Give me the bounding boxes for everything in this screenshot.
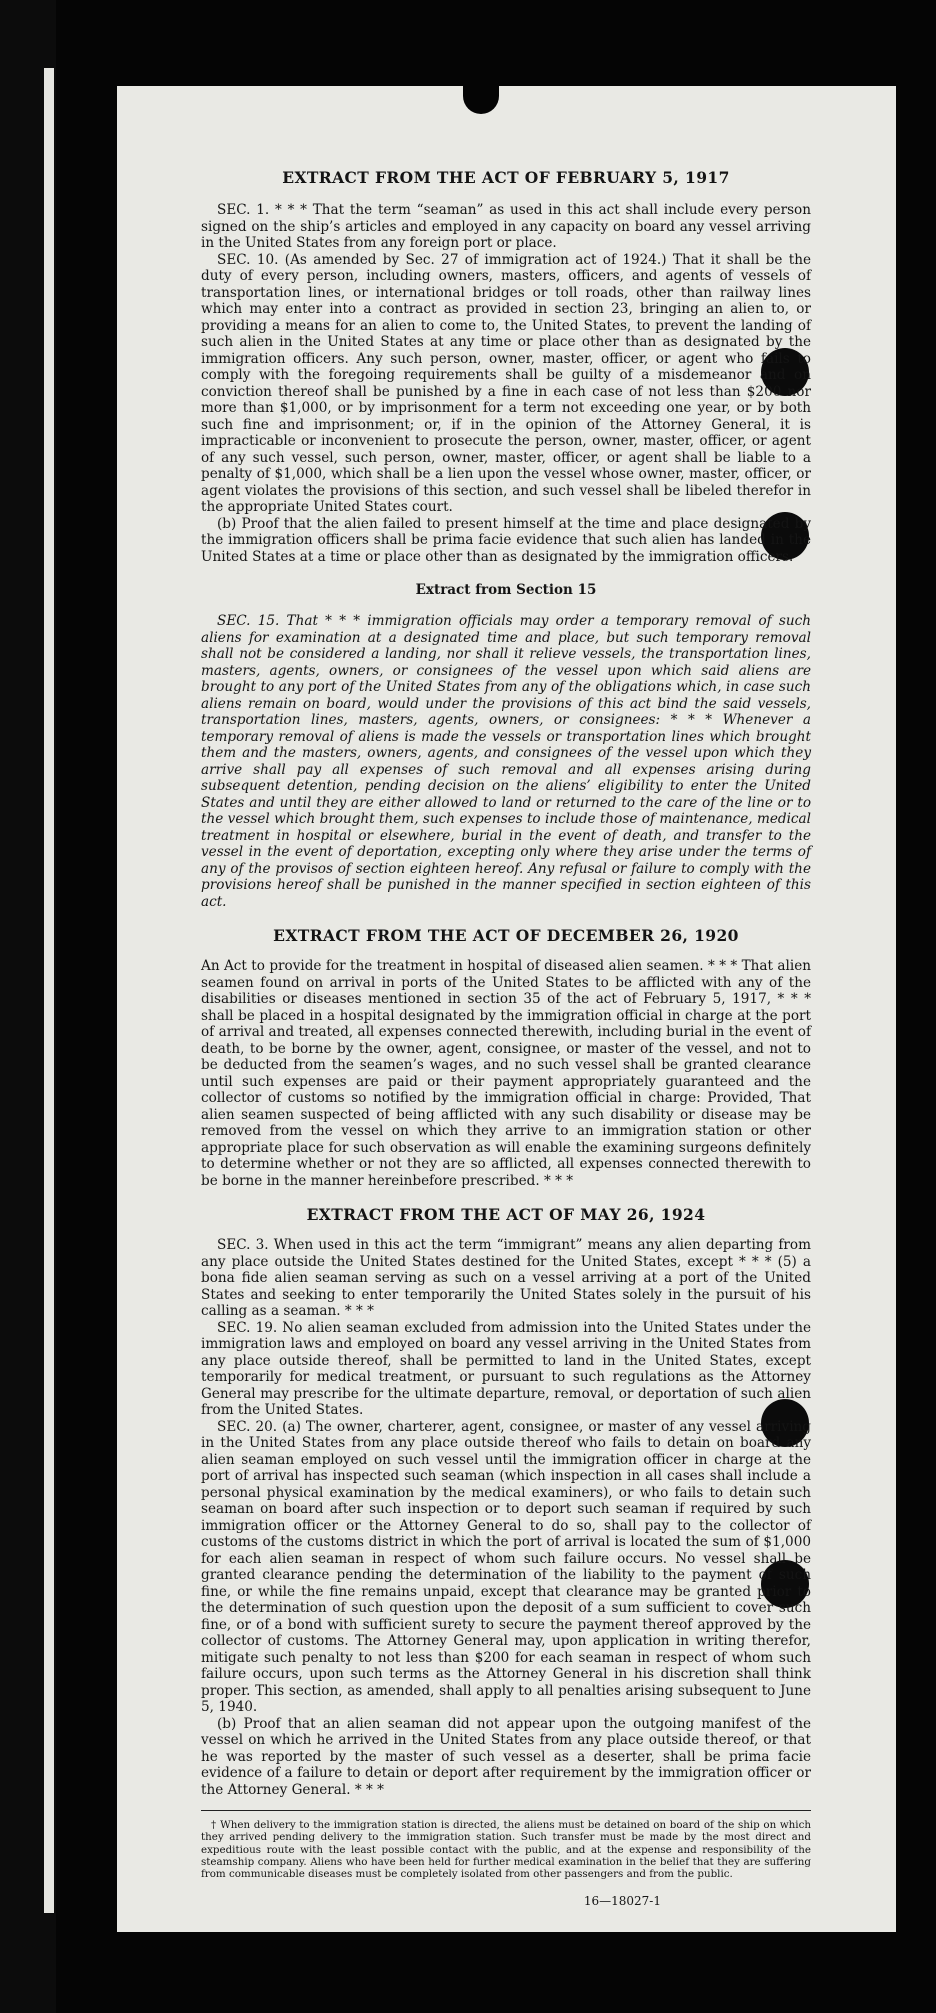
footnote-rule bbox=[201, 1810, 811, 1811]
paragraph: (b) Proof that the alien failed to present himself at the time and place designated by the immigration officers shall be prima facie evidence that such alien has landed in the United States at a time or place other than as designated by the immigration officers. bbox=[201, 515, 811, 565]
document-page bbox=[117, 86, 896, 1932]
footnote: † When delivery to the immigration station is directed, the aliens must be detained on board of the ship on which they arrived pending delivery to the immigration station. Such transfer must be made by the most direct and expeditious route with the least possible contact with the public, and at the expense and responsibility of the steamship company. Aliens who have been held for further medical examination in the belief that they are suffering from communicable diseases must be completely isolated from other passengers and from the public. bbox=[201, 1819, 811, 1881]
section-heading: EXTRACT FROM THE ACT OF DECEMBER 26, 1920 bbox=[273, 926, 739, 945]
paragraph: SEC. 1. * * * That the term “seaman” as used in this act shall include every person signed on the ship’s articles and employed in any capacity on board any vessel arriving in the United States from any foreign port or place. bbox=[201, 202, 811, 251]
section-heading: EXTRACT FROM THE ACT OF MAY 26, 1924 bbox=[306, 1205, 706, 1224]
document-body bbox=[201, 168, 811, 1908]
document-code: 16—18027-1 bbox=[583, 1894, 661, 1909]
adjacent-page-edge bbox=[44, 68, 54, 1913]
paragraph: SEC. 10. (As amended by Sec. 27 of immigration act of 1924.) That it shall be the duty of every person, including owners, masters, officers, and agents of vessels of transportation lines, or international bridges or toll roads, other than railway lines which may enter into a contract as provided in section 23, bringing an alien to, or providing a means for an alien to come to, the United States, to prevent the landing of such alien in the United States at any time or place other than as designated by the immigration officers. Any such person, owner, master, officer, or agent who fails to comply with the foregoing requirements shall be guilty of a misdemeanor and on conviction thereof shall be punished by a fine in each case of not less than $200 nor more than $1,000, or by imprisonment for a term not exceeding one year, or by both such fine and imprisonment; or, if in the opinion of the Attorney General, it is impracticable or inconvenient to prosecute the person, owner, master, officer, or agent of any such vessel, such person, owner, master, officer, or agent shall be liable to a penalty of $1,000, which shall be a lien upon the vessel whose owner, master, officer, or agent violates the provisions of this section, and such vessel shall be libeled therefor in the appropriate United States court. bbox=[201, 251, 811, 515]
section-subheading: Extract from Section 15 bbox=[415, 582, 597, 598]
paragraph: SEC. 3. When used in this act the term “immigrant” means any alien departing from any place outside the United States destined for the United States, except * * * (5) a bona fide alien seaman serving as such on a vessel arriving at a port of the United States and seeking to enter temporarily the United States solely in the pursuit of his calling as a seaman. * * * bbox=[201, 1237, 811, 1319]
paragraph: (b) Proof that an alien seaman did not appear upon the outgoing manifest of the vessel on which he arrived in the United States from any place outside thereof, or that he was reported by the master of such vessel as a deserter, shall be prima facie evidence of a failure to detain or deport after requirement by the immigration officer or the Attorney General. * * * bbox=[201, 1715, 811, 1798]
paragraph: SEC. 20. (a) The owner, charterer, agent, consignee, or master of any vessel arriving in the United States from any place outside thereof who fails to detain on board any alien seaman employed on such vessel until the immigration officer in charge at the port of arrival has inspected such seaman (which inspection in all cases shall include a personal physical examination by the medical examiners), or who fails to detain such seaman on board after such inspection or to deport such seaman if required by such immigration officer or the Attorney General to do so, shall pay to the collector of customs of the customs district in which the port of arrival is located the sum of $1,000 for each alien seaman in respect of whom such failure occurs. No vessel shall be granted clearance pending the determination of the liability to the payment of such fine, or while the fine remains unpaid, except that clearance may be granted prior to the determination of such question upon the deposit of a sum sufficient to cover such fine, or of a bond with sufficient surety to secure the payment thereof approved by the collector of customs. The Attorney General may, upon application in writing therefor, mitigate such penalty to not less than $200 for each seaman in respect of whom such failure occurs, upon such terms as the Attorney General in his discretion shall think proper. This section, as amended, shall apply to all penalties arising subsequent to June 5, 1940. bbox=[201, 1418, 811, 1715]
section-heading: EXTRACT FROM THE ACT OF FEBRUARY 5, 1917 bbox=[282, 168, 730, 187]
paragraph: SEC. 19. No alien seaman excluded from admission into the United States under the immigration laws and employed on board any vessel arriving in the United States from any place outside thereof, shall be permitted to land in the United States, except temporarily for medical treatment, or pursuant to such regulations as the Attorney General may prescribe for the ultimate departure, removal, or deportation of such alien from the United States. bbox=[201, 1319, 811, 1418]
torn-notch bbox=[463, 84, 499, 114]
paragraph: An Act to provide for the treatment in hospital of diseased alien seamen. * * * That alien seamen found on arrival in ports of the United States to be afflicted with any of the disabilities or diseases mentioned in section 35 of the act of February 5, 1917, * * * shall be placed in a hospital designated by the immigration official in charge at the port of arrival and treated, all expenses connected therewith, including burial in the event of death, to be borne by the owner, agent, consignee, or master of the vessel, and not to be deducted from the seamen’s wages, and no such vessel shall be granted clearance until such expenses are paid or their payment appropriately guaranteed and the collector of customs so notified by the immigration official in charge: Provided, That alien seamen suspected of being afflicted with any such disability or disease may be removed from the vessel on which they arrive to an immigration station or other appropriate place for such observation as will enable the examining surgeons definitely to determine whether or not they are so afflicted, all expenses connected therewith to be borne in the manner hereinbefore prescribed. * * * bbox=[201, 958, 811, 1189]
paragraph: SEC. 15. That * * * immigration officials may order a temporary removal of such aliens for examination at a designated time and place, but such temporary removal shall not be considered a landing, nor shall it relieve vessels, the transportation lines, masters, agents, owners, or consignees of the vessel upon which said aliens are brought to any port of the United States from any of the obligations which, in case such aliens remain on board, would under the provisions of this act bind the said vessels, transportation lines, masters, agents, owners, or consignees: * * * Whenever a temporary removal of aliens is made the vessels or transportation lines which brought them and the masters, owners, agents, and consignees of the vessel upon which they arrive shall pay all expenses of such removal and all expenses arising during subsequent detention, pending decision on the aliens’ eligibility to enter the United States and until they are either allowed to land or returned to the care of the line or to the vessel which brought them, such expenses to include those of maintenance, medical treatment in hospital or elsewhere, burial in the event of death, and transfer to the vessel in the event of deportation, excepting only where they arise under the terms of any of the provisos of section eighteen hereof. Any refusal or failure to comply with the provisions hereof shall be punished in the manner specified in section eighteen of this act. bbox=[201, 613, 811, 910]
